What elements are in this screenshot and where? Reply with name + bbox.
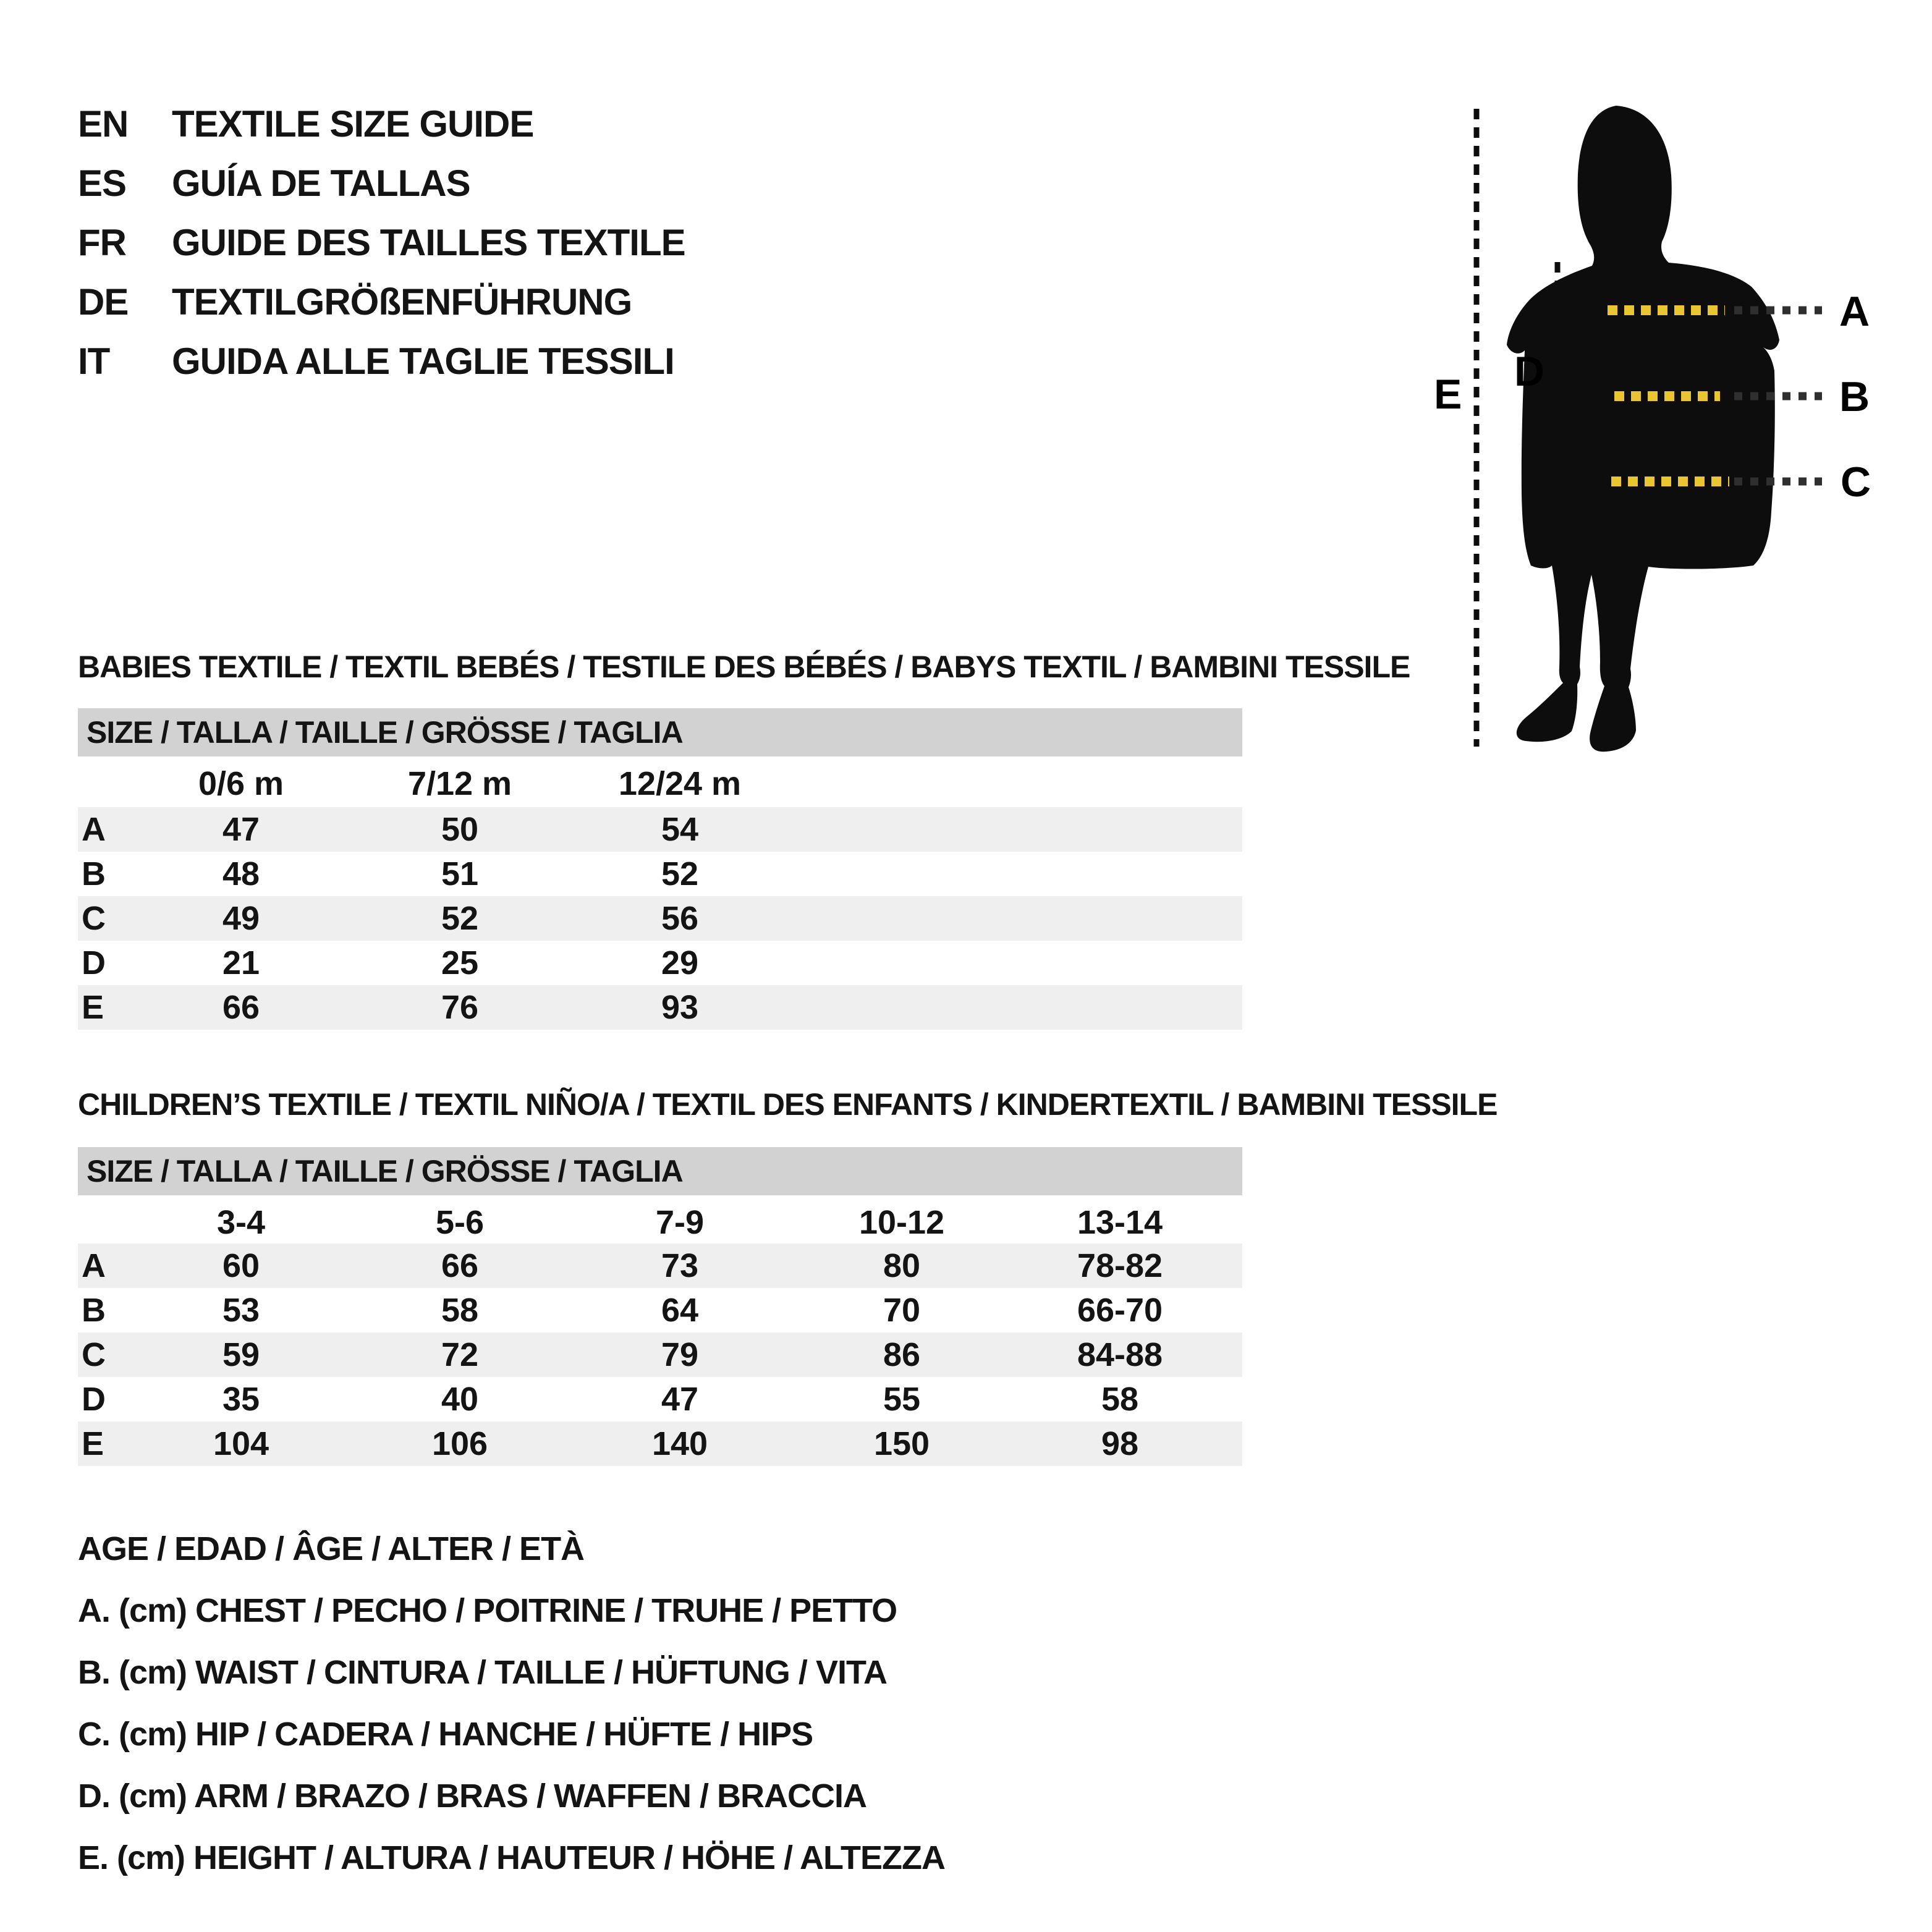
table-cell: 56 bbox=[661, 900, 699, 937]
table-cell: 78-82 bbox=[1077, 1247, 1163, 1284]
lang-row-en bbox=[78, 94, 533, 153]
table-cell: 51 bbox=[441, 855, 479, 892]
lang-code: FR bbox=[78, 221, 126, 263]
babies-column-header-row bbox=[78, 761, 1242, 806]
lang-title: TEXTILGRÖßENFÜHRUNG bbox=[172, 281, 632, 323]
figure-label-d: D bbox=[1514, 348, 1545, 395]
children-col-5-6: 5-6 bbox=[435, 1204, 485, 1241]
table-cell: 47 bbox=[661, 1381, 699, 1418]
children-size-header-label: SIZE / TALLA / TAILLE / GRÖSSE / TAGLIA bbox=[87, 1154, 683, 1188]
babies-size-header-label: SIZE / TALLA / TAILLE / GRÖSSE / TAGLIA bbox=[87, 715, 683, 750]
legend-age-line: AGE / EDAD / ÂGE / ALTER / ETÀ bbox=[78, 1530, 585, 1567]
lang-title: GUIDA ALLE TAGLIE TESSILI bbox=[172, 340, 674, 382]
table-cell: 150 bbox=[873, 1425, 930, 1462]
children-col-13-14: 13-14 bbox=[1077, 1204, 1163, 1241]
legend-hip-line: C. (cm) HIP / CADERA / HANCHE / HÜFTE / HIPS bbox=[78, 1716, 813, 1753]
table-cell: 25 bbox=[441, 944, 479, 981]
row-label: A bbox=[82, 811, 106, 848]
table-cell: 52 bbox=[661, 855, 699, 892]
table-cell: 58 bbox=[441, 1292, 479, 1329]
row-label: C bbox=[82, 1336, 106, 1373]
table-row bbox=[78, 1377, 1242, 1421]
child-measurement-figure bbox=[1415, 93, 1932, 779]
children-col-10-12: 10-12 bbox=[858, 1204, 945, 1241]
legend-chest-line: A. (cm) CHEST / PECHO / POITRINE / TRUHE / PETTO bbox=[78, 1592, 897, 1629]
row-label: D bbox=[82, 944, 106, 981]
table-cell: 50 bbox=[441, 811, 479, 848]
table-cell: 73 bbox=[661, 1247, 699, 1284]
babies-size-header-bar bbox=[78, 708, 1242, 756]
table-cell: 84-88 bbox=[1077, 1336, 1163, 1373]
lang-title: GUIDE DES TAILLES TEXTILE bbox=[172, 221, 685, 263]
lang-row-es bbox=[78, 153, 470, 213]
legend-arm-line: D. (cm) ARM / BRAZO / BRAS / WAFFEN / BRACCIA bbox=[78, 1777, 866, 1815]
row-label: B bbox=[82, 1292, 106, 1329]
babies-section-title: BABIES TEXTILE / TEXTIL BEBÉS / TESTILE DES BÉBÉS / BABYS TEXTIL / BAMBINI TESSILE bbox=[78, 650, 1410, 684]
table-row bbox=[78, 941, 1242, 985]
lang-title: TEXTILE SIZE GUIDE bbox=[172, 103, 534, 145]
table-cell: 49 bbox=[222, 900, 260, 937]
table-cell: 104 bbox=[213, 1425, 269, 1462]
babies-col-12-24m: 12/24 m bbox=[618, 765, 742, 802]
table-row bbox=[78, 852, 1242, 896]
table-cell: 59 bbox=[222, 1336, 260, 1373]
row-label: B bbox=[82, 855, 106, 892]
lang-code: IT bbox=[78, 340, 110, 382]
table-cell: 64 bbox=[661, 1292, 699, 1329]
row-label: D bbox=[82, 1381, 106, 1418]
table-cell: 70 bbox=[883, 1292, 921, 1329]
legend-waist-line: B. (cm) WAIST / CINTURA / TAILLE / HÜFTUNG / VITA bbox=[78, 1654, 887, 1691]
table-cell: 98 bbox=[1101, 1425, 1139, 1462]
table-cell: 86 bbox=[883, 1336, 921, 1373]
table-cell: 93 bbox=[661, 989, 699, 1026]
table-row bbox=[78, 896, 1242, 941]
table-row bbox=[78, 1244, 1242, 1288]
children-section-title: CHILDREN’S TEXTILE / TEXTIL NIÑO/A / TEXTIL DES ENFANTS / KINDERTEXTIL / BAMBINI TESSILE bbox=[78, 1087, 1498, 1122]
row-label: E bbox=[82, 1425, 104, 1462]
table-row bbox=[78, 1421, 1242, 1466]
figure-label-e: E bbox=[1434, 371, 1462, 418]
table-cell: 106 bbox=[431, 1425, 488, 1462]
table-cell: 48 bbox=[222, 855, 260, 892]
children-col-7-9: 7-9 bbox=[655, 1204, 705, 1241]
table-cell: 79 bbox=[661, 1336, 699, 1373]
lang-row-it bbox=[78, 331, 674, 391]
lang-code: ES bbox=[78, 162, 127, 204]
table-row bbox=[78, 1288, 1242, 1332]
lang-row-fr bbox=[78, 213, 685, 272]
lang-code: DE bbox=[78, 281, 129, 323]
table-cell: 60 bbox=[222, 1247, 260, 1284]
table-cell: 54 bbox=[661, 811, 699, 848]
lang-title: GUÍA DE TALLAS bbox=[172, 162, 470, 204]
children-size-header-bar bbox=[78, 1147, 1242, 1195]
row-label: C bbox=[82, 900, 106, 937]
table-cell: 80 bbox=[883, 1247, 921, 1284]
babies-col-7-12m: 7/12 m bbox=[407, 765, 512, 802]
row-label: A bbox=[82, 1247, 106, 1284]
table-cell: 29 bbox=[661, 944, 699, 981]
row-label: E bbox=[82, 989, 104, 1026]
table-cell: 47 bbox=[222, 811, 260, 848]
children-col-3-4: 3-4 bbox=[216, 1204, 266, 1241]
table-cell: 66 bbox=[222, 989, 260, 1026]
figure-label-c: C bbox=[1841, 459, 1871, 506]
table-cell: 21 bbox=[222, 944, 260, 981]
lang-code: EN bbox=[78, 103, 129, 145]
table-cell: 55 bbox=[883, 1381, 921, 1418]
table-cell: 72 bbox=[441, 1336, 479, 1373]
table-cell: 52 bbox=[441, 900, 479, 937]
table-cell: 66 bbox=[441, 1247, 479, 1284]
table-cell: 58 bbox=[1101, 1381, 1139, 1418]
legend-height-line: E. (cm) HEIGHT / ALTURA / HAUTEUR / HÖHE / ALTEZZA bbox=[78, 1839, 945, 1876]
child-silhouette bbox=[1507, 106, 1779, 752]
table-cell: 53 bbox=[222, 1292, 260, 1329]
table-row bbox=[78, 985, 1242, 1030]
table-row bbox=[78, 807, 1242, 852]
table-cell: 35 bbox=[222, 1381, 260, 1418]
table-cell: 40 bbox=[441, 1381, 479, 1418]
table-cell: 76 bbox=[441, 989, 479, 1026]
figure-label-b: B bbox=[1839, 373, 1870, 420]
table-row bbox=[78, 1332, 1242, 1377]
figure-label-a: A bbox=[1839, 288, 1870, 335]
children-column-header-row bbox=[78, 1200, 1242, 1245]
table-cell: 140 bbox=[651, 1425, 708, 1462]
babies-col-0-6m: 0/6 m bbox=[198, 765, 284, 802]
lang-row-de bbox=[78, 272, 632, 331]
table-cell: 66-70 bbox=[1077, 1292, 1163, 1329]
